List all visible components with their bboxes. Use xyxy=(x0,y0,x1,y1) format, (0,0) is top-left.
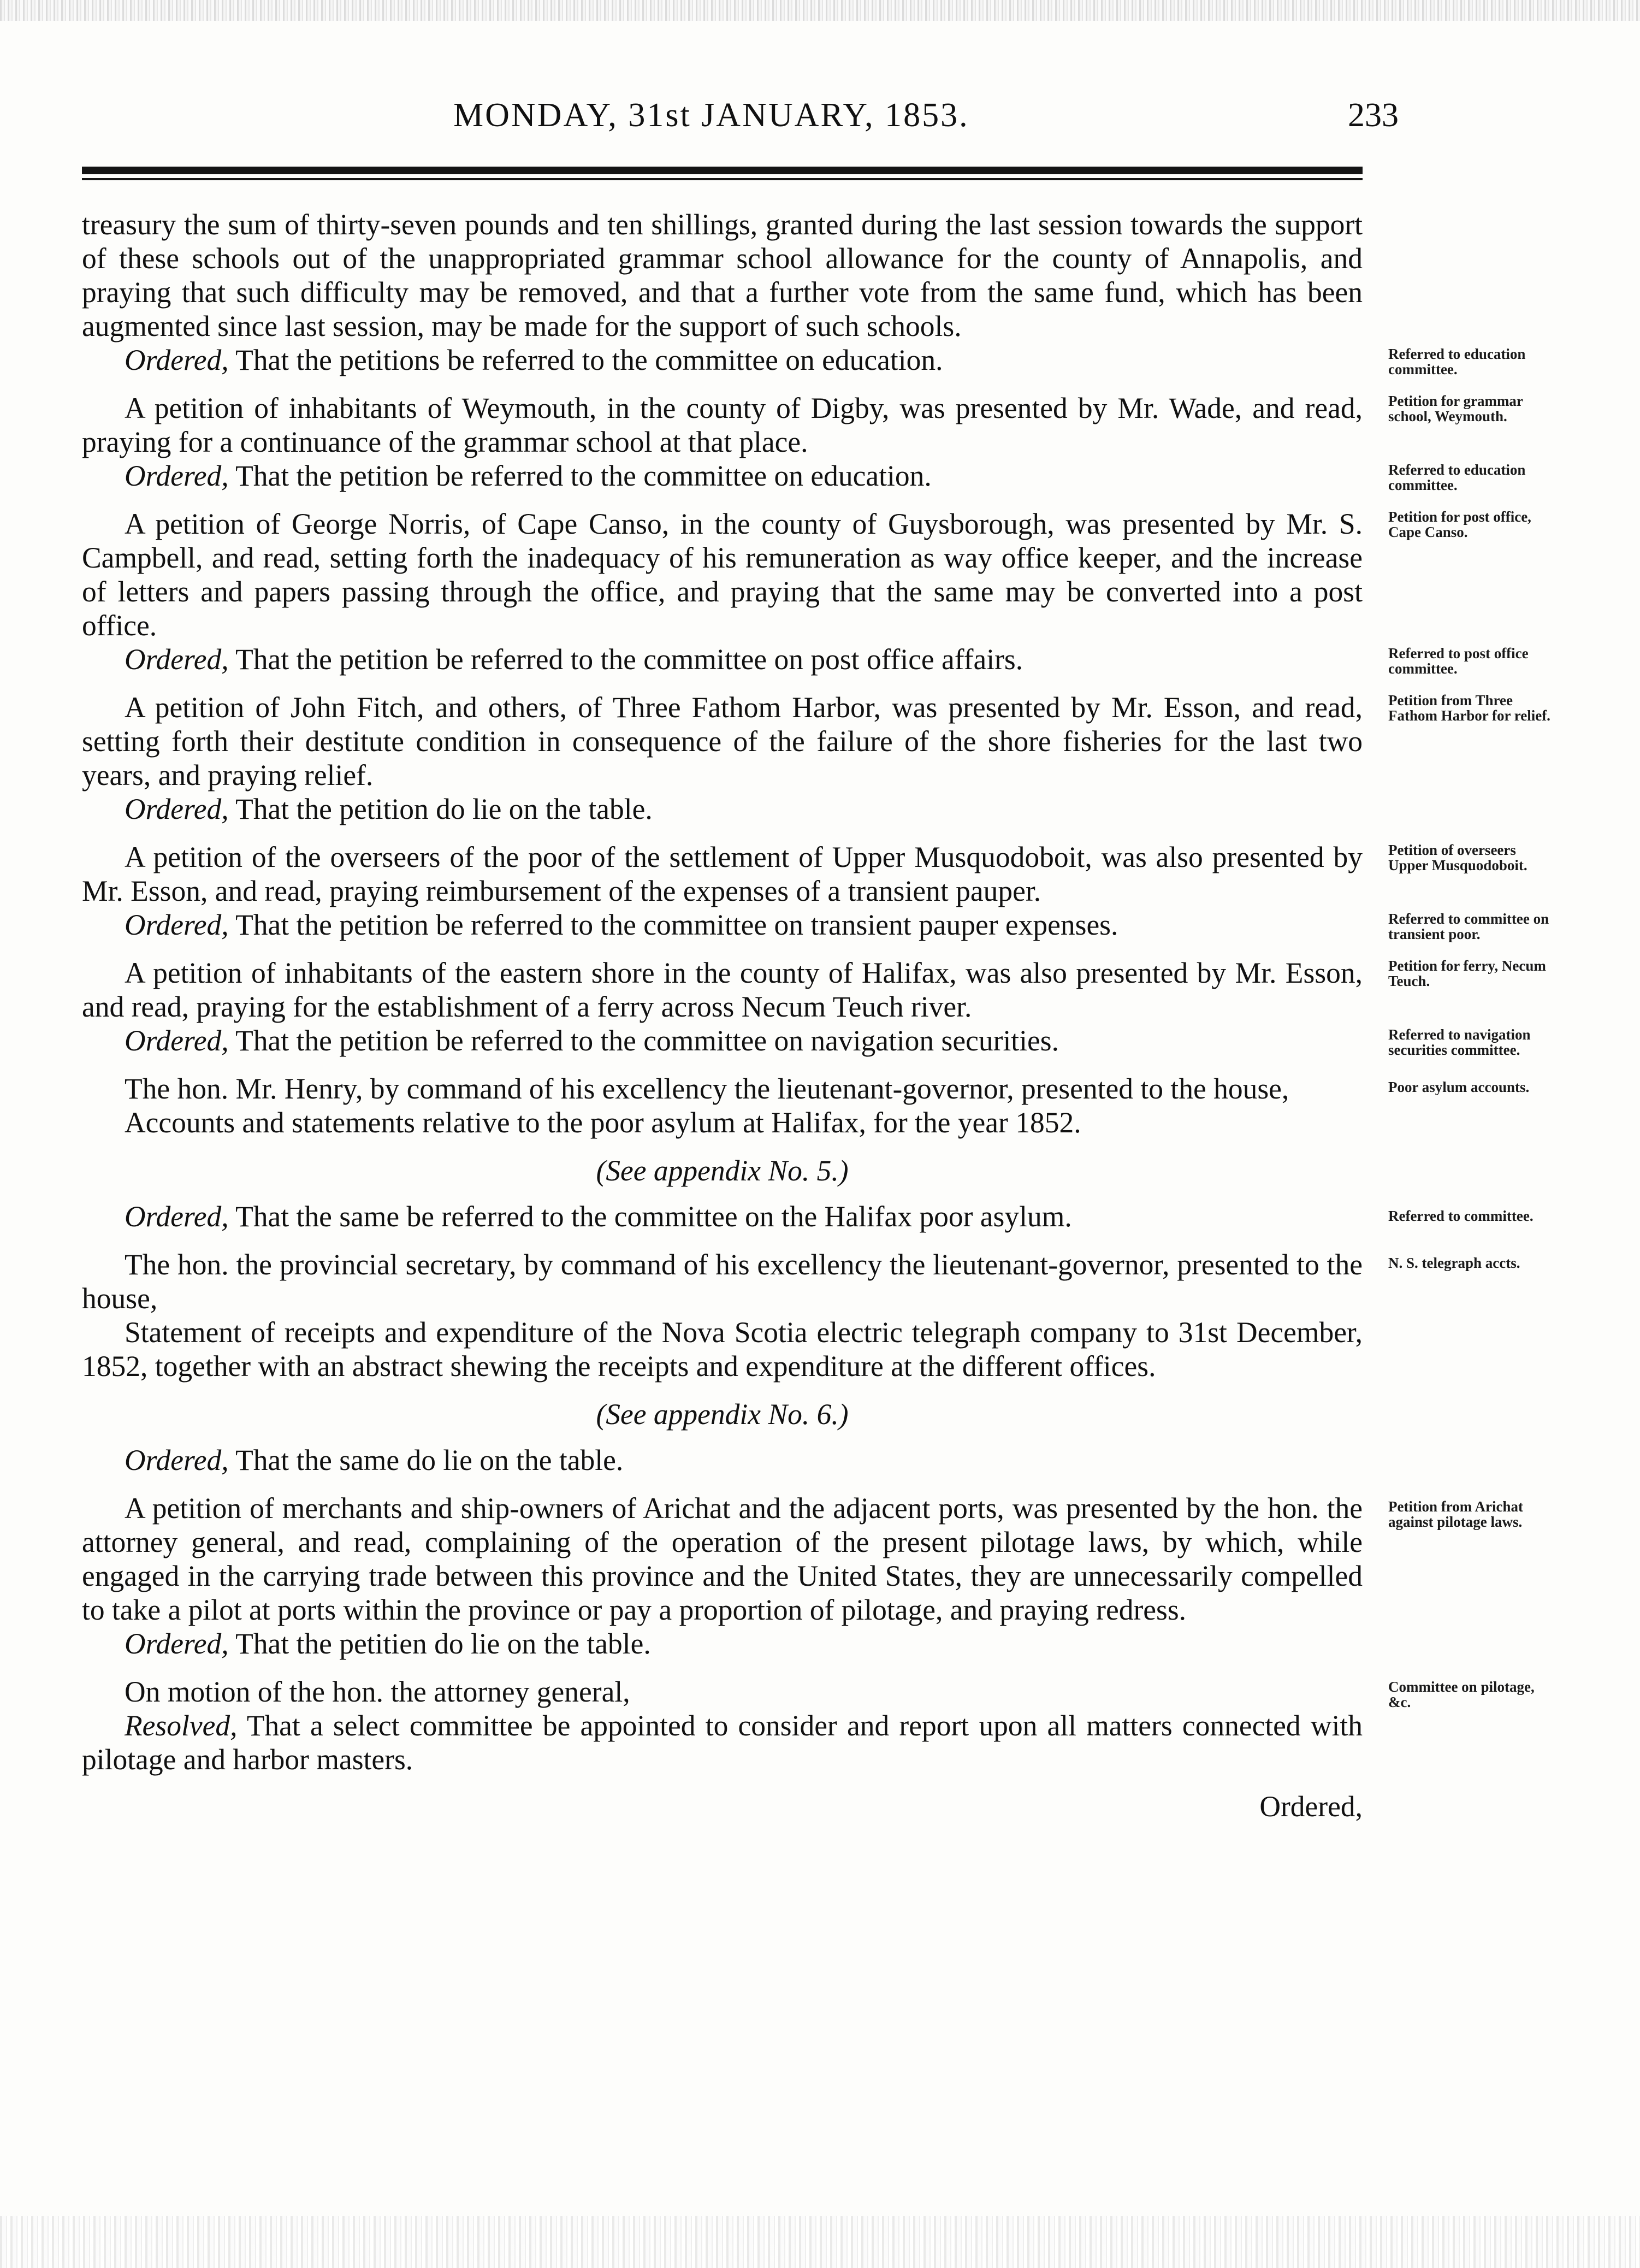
paragraph-telegraph-statement: Statement of receipts and expenditure of the Nova Scotia electric telegraph company to 31st December, 1852, together with an abstract shewing the receipts and expenditure at the different offices. xyxy=(82,1316,1363,1383)
ordered-label: Ordered, xyxy=(125,1200,229,1233)
scan-noise-bottom xyxy=(0,2216,1640,2268)
margin-note: Petition from Arichat against pilotage laws. xyxy=(1388,1498,1523,1530)
paragraph-cape-canso-petition: A petition of George Norris, of Cape Canso, in the county of Guysborough, was presented by Mr. S. Campbell, and read, setting forth the inadequacy of his remuneration as way office keeper, and the increase of letters and papers passing through the office, and praying that the same may be converted into a post office. Petition for post office, Cape Canso. xyxy=(82,507,1363,642)
paragraph-arichat-petition: A petition of merchants and ship-owners of Arichat and the adjacent ports, was presented by the hon. the attorney general, and read, complaining of the operation of the present pilotage laws, by which, while engaged in the carrying trade between this province and the United States, they are unnecessarily compelled to take a pilot at ports within the province or pay a proportion of pilotage, and praying redress. Petition from Arichat against pilotage laws. xyxy=(82,1491,1363,1627)
running-title: MONDAY, 31st JANUARY, 1853. xyxy=(453,97,969,134)
margin-note: Petition for post office, Cape Canso. xyxy=(1388,509,1531,540)
margin-note: Petition for grammar school, Weymouth. xyxy=(1388,393,1523,424)
appendix-reference-6: (See appendix No. 6.) xyxy=(596,1398,849,1431)
paragraph-ordered-table: Ordered, That the petition do lie on the table. xyxy=(125,793,653,825)
ordered-label: Ordered, xyxy=(125,1627,229,1660)
ordered-label: Ordered, xyxy=(125,908,229,941)
paragraph-resolved-committee: Resolved, That a select committee be appointed to consider and report upon all matters connected with pilotage and harbor masters. xyxy=(82,1709,1363,1776)
margin-note: Referred to committee. xyxy=(1388,1208,1534,1224)
paragraph-ordered-post-office: Ordered, That the petition be referred to the committee on post office affairs. Referred to post office committee. xyxy=(82,642,1363,676)
header-rule-thin xyxy=(82,178,1363,180)
margin-note: N. S. telegraph accts. xyxy=(1388,1255,1520,1271)
margin-note: Referred to navigation securities committee. xyxy=(1388,1026,1531,1058)
paragraph-three-fathom-petition: A petition of John Fitch, and others, of Three Fathom Harbor, was presented by Mr. Esson, and read, setting forth their destitute condition in consequence of the failure of the shore fisheries for the last two years, and praying relief. Petition from Three Fathom Harbor for relief. xyxy=(82,690,1363,792)
margin-note: Referred to committee on transient poor. xyxy=(1388,911,1549,942)
margin-note: Poor asylum accounts. xyxy=(1388,1079,1530,1095)
ordered-label: Ordered, xyxy=(125,643,229,676)
paragraph-ordered-table-3: Ordered, That the petitien do lie on the table. xyxy=(125,1627,651,1660)
scan-noise-top xyxy=(0,0,1640,21)
paragraph-ordered-transient: Ordered, That the petition be referred to the committee on transient pauper expenses. Referred to committee on transient poor. xyxy=(82,908,1363,942)
margin-note: Petition from Three Fathom Harbor for relief. xyxy=(1388,692,1550,724)
paragraph-secretary-presented: The hon. the provincial secretary, by command of his excellency the lieutenant-governor, presented to the house, N. S. telegraph accts. xyxy=(82,1248,1363,1315)
paragraph-henry-presented: The hon. Mr. Henry, by command of his excellency the lieutenant-governor, presented to the house, Poor asylum accounts. xyxy=(82,1072,1363,1106)
resolved-label: Resolved, xyxy=(125,1709,238,1742)
paragraph-weymouth-petition: A petition of inhabitants of Weymouth, in the county of Digby, was presented by Mr. Wade, and read, praying for a continuance of the grammar school at that place. Petition for grammar school, Weymouth. xyxy=(82,391,1363,459)
ordered-label: Ordered, xyxy=(125,1444,229,1476)
ordered-label: Ordered, xyxy=(125,344,229,376)
paragraph-ordered-navigation: Ordered, That the petition be referred to the committee on navigation securities. Referred to navigation securities committee. xyxy=(82,1024,1363,1058)
margin-note: Committee on pilotage, &c. xyxy=(1388,1679,1535,1710)
paragraph-musquodoboit-petition: A petition of the overseers of the poor of the settlement of Upper Musquodoboit, was also presented by Mr. Esson, and read, praying reimbursement of the expenses of a transient pauper. Petition of overseers Upper Musquodoboit. xyxy=(82,840,1363,908)
ordered-label: Ordered, xyxy=(125,459,229,492)
paragraph-ordered-asylum: Ordered, That the same be referred to the committee on the Halifax poor asylum. Referred to committee. xyxy=(82,1200,1363,1233)
catchword: Ordered, xyxy=(1259,1790,1363,1823)
page-header xyxy=(82,96,1399,140)
margin-note: Petition of overseers Upper Musquodoboit. xyxy=(1388,842,1527,873)
journal-body xyxy=(82,208,1550,1823)
paragraph-ordered-education: Ordered, That the petitions be referred to the committee on education. Referred to education committee. xyxy=(82,343,1363,377)
paragraph-ordered-table-2: Ordered, That the same do lie on the table. xyxy=(125,1444,624,1476)
margin-note: Petition for ferry, Necum Teuch. xyxy=(1388,958,1546,989)
paragraph-school-continuation: treasury the sum of thirty-seven pounds and ten shillings, granted during the last session towards the support of these schools out of the unappropriated grammar school allowance for the county of Annapolis, and praying that such difficulty may be removed, and that a further vote from the same fund, which has been augmented since last session, may be made for the support of such schools. xyxy=(82,208,1363,342)
header-rule xyxy=(82,167,1363,174)
margin-note: Referred to education committee. xyxy=(1388,346,1526,377)
paragraph-motion-attorney: On motion of the hon. the attorney general, Committee on pilotage, &c. xyxy=(82,1675,1363,1709)
paragraph-ferry-petition: A petition of inhabitants of the eastern shore in the county of Halifax, was also presented by Mr. Esson, and read, praying for the establishment of a ferry across Necum Teuch river. Petition for ferry, Necum Teuch. xyxy=(82,956,1363,1024)
paragraph-poor-asylum-accounts: Accounts and statements relative to the poor asylum at Halifax, for the year 1852. xyxy=(125,1106,1081,1139)
margin-note: Referred to education committee. xyxy=(1388,462,1526,493)
margin-note: Referred to post office committee. xyxy=(1388,645,1529,677)
ordered-label: Ordered, xyxy=(125,793,229,825)
paragraph-ordered-education-2: Ordered, That the petition be referred to the committee on education. Referred to education committee. xyxy=(82,459,1363,493)
page-number: 233 xyxy=(1348,97,1399,134)
ordered-label: Ordered, xyxy=(125,1024,229,1057)
appendix-reference-5: (See appendix No. 5.) xyxy=(596,1154,849,1187)
